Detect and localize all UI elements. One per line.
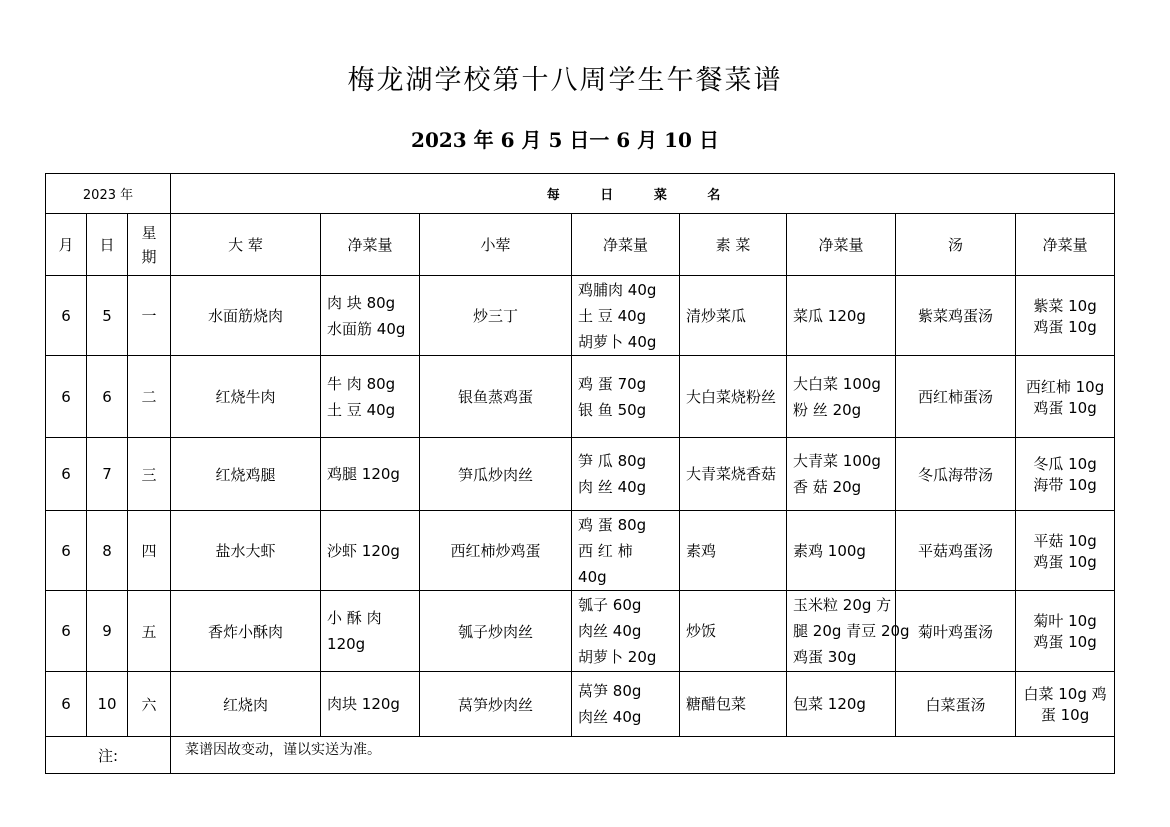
- col-day: 日: [87, 214, 128, 276]
- col-veg-dish: 素 菜: [680, 214, 787, 276]
- col-weekday: 星 期: [128, 214, 171, 276]
- soup-weight-cell-line: 菊叶 10g: [1033, 612, 1097, 630]
- soup-weight-cell-line: 鸡蛋 10g: [1033, 552, 1097, 571]
- weekday-cell: 五: [128, 591, 171, 672]
- soup-weight-cell: [1016, 356, 1115, 438]
- soup-weight-cell-line: 西红柿 10g: [1025, 377, 1105, 396]
- small-weight-cell: [572, 356, 680, 438]
- soup-weight-cell-line: 海带 10g: [1033, 476, 1097, 494]
- soup-cell: 菊叶鸡蛋汤: [896, 591, 1016, 672]
- soup-weight-cell-line: 白菜 10g 鸡: [1023, 685, 1107, 703]
- veg-weight-cell-line: 玉米粒 20g 方: [793, 596, 892, 614]
- veg-weight-cell: [787, 356, 896, 438]
- veg-weight-cell: [787, 591, 910, 672]
- col-soup-weight: 净菜量: [1016, 214, 1115, 276]
- main-dish-cell: 水面筋烧肉: [171, 276, 321, 356]
- day-cell: 5: [87, 276, 128, 356]
- small-weight-cell-line: 瓠子 60g: [578, 596, 642, 614]
- veg-weight-cell-line: 鸡蛋 30g: [793, 648, 857, 666]
- table-row: [46, 438, 1115, 511]
- veg-weight-cell: [787, 672, 896, 737]
- main-weight-cell-line: 小 酥 肉: [327, 609, 382, 627]
- month-cell: 6: [46, 276, 87, 356]
- small-dish-cell: 瓠子炒肉丝: [420, 591, 572, 672]
- daily-menu-header: 每 日 菜 名: [171, 174, 1115, 214]
- day-cell: 9: [87, 591, 128, 672]
- main-weight-cell-line: 肉块 120g: [327, 695, 400, 713]
- veg-weight-cell-line: 菜瓜 120g: [793, 306, 866, 325]
- small-weight-cell-line: 鸡脯肉 40g: [578, 280, 657, 299]
- small-dish-cell: 莴笋炒肉丝: [420, 672, 572, 737]
- veg-weight-cell-line: 大白菜 100g: [793, 374, 881, 393]
- weekday-cell: 六: [128, 672, 171, 737]
- date-range: 2023 年 6 月 5 日一 6 月 10 日: [411, 128, 719, 152]
- veg-weight-cell-line: 包菜 120g: [793, 695, 866, 713]
- main-dish-cell: 红烧牛肉: [171, 356, 321, 438]
- page-title: 梅龙湖学校第十八周学生午餐菜谱: [347, 65, 783, 96]
- main-weight-cell: [321, 672, 420, 737]
- soup-cell: 西红柿蛋汤: [896, 356, 1016, 438]
- weekday-cell: 四: [128, 511, 171, 591]
- small-weight-cell: [572, 672, 680, 737]
- small-weight-cell: [572, 511, 680, 591]
- table-row: [46, 672, 1115, 737]
- veg-weight-cell-line: 腿 20g 青豆 20g: [793, 622, 910, 640]
- veg-weight-cell-line: 粉 丝 20g: [793, 400, 862, 419]
- col-main-weight: 净菜量: [321, 214, 420, 276]
- small-dish-cell: 西红柿炒鸡蛋: [420, 511, 572, 591]
- veg-weight-cell: [787, 511, 896, 591]
- main-weight-cell: [321, 356, 420, 438]
- soup-cell: 紫菜鸡蛋汤: [896, 276, 1016, 356]
- small-weight-cell-line: 鸡 蛋 80g: [578, 515, 647, 534]
- table-row: [46, 356, 1115, 438]
- year-cell: 2023 年: [46, 174, 171, 214]
- small-weight-cell: [572, 438, 680, 511]
- small-dish-cell: 炒三丁: [420, 276, 572, 356]
- veg-weight-cell-line: 大青菜 100g: [793, 452, 881, 470]
- veg-weight-cell-line: 香 菇 20g: [793, 478, 862, 496]
- soup-weight-cell: [1016, 438, 1115, 511]
- small-weight-cell-line: 胡萝卜 20g: [578, 648, 657, 666]
- main-weight-cell-line: 土 豆 40g: [327, 400, 396, 419]
- veg-dish-cell: 糖醋包菜: [680, 672, 787, 737]
- main-weight-cell-line: 牛 肉 80g: [327, 374, 396, 393]
- table-row: [46, 276, 1115, 356]
- main-weight-cell: [321, 276, 420, 356]
- month-cell: 6: [46, 591, 87, 672]
- main-weight-cell: [321, 511, 420, 591]
- soup-weight-cell: [1016, 276, 1115, 356]
- veg-weight-cell-line: 素鸡 100g: [793, 541, 866, 560]
- veg-dish-cell: 素鸡: [680, 511, 787, 591]
- small-weight-cell-line: 胡萝卜 40g: [578, 332, 657, 351]
- veg-weight-cell: [787, 438, 896, 511]
- small-dish-cell: 笋瓜炒肉丝: [420, 438, 572, 511]
- main-weight-cell: [321, 591, 420, 672]
- small-weight-cell-line: 莴笋 80g: [578, 682, 642, 700]
- col-veg-weight: 净菜量: [787, 214, 896, 276]
- small-weight-cell-line: 土 豆 40g: [578, 306, 647, 325]
- small-weight-cell-line: 鸡 蛋 70g: [578, 374, 647, 393]
- small-weight-cell: [572, 591, 680, 672]
- small-weight-cell: [572, 276, 680, 356]
- small-weight-cell-line: 40g: [578, 567, 607, 586]
- month-cell: 6: [46, 511, 87, 591]
- soup-weight-cell-line: 蛋 10g: [1040, 706, 1090, 724]
- soup-weight-cell-line: 冬瓜 10g: [1033, 455, 1097, 473]
- main-dish-cell: 盐水大虾: [171, 511, 321, 591]
- soup-weight-cell: [1016, 511, 1115, 591]
- month-cell: 6: [46, 672, 87, 737]
- small-weight-cell-line: 银 鱼 50g: [578, 400, 647, 419]
- main-dish-cell: 红烧肉: [171, 672, 321, 737]
- menu-table: [45, 173, 1115, 774]
- small-weight-cell-line: 西 红 柿: [578, 541, 633, 560]
- weekday-cell: 三: [128, 438, 171, 511]
- soup-weight-cell-line: 鸡蛋 10g: [1033, 398, 1097, 417]
- small-weight-cell-line: 肉 丝 40g: [578, 478, 647, 496]
- day-cell: 6: [87, 356, 128, 438]
- main-weight-cell-line: 水面筋 40g: [327, 319, 406, 338]
- note-label: 注:: [46, 737, 171, 774]
- soup-weight-cell: [1016, 672, 1115, 737]
- month-cell: 6: [46, 356, 87, 438]
- main-weight-cell-line: 肉 块 80g: [327, 293, 396, 312]
- main-dish-cell: 红烧鸡腿: [171, 438, 321, 511]
- small-weight-cell-line: 肉丝 40g: [578, 708, 642, 726]
- veg-weight-cell: [787, 276, 896, 356]
- col-soup: 汤: [896, 214, 1016, 276]
- main-weight-cell-line: 120g: [327, 635, 366, 653]
- col-month: 月: [46, 214, 87, 276]
- table-row: [46, 591, 1115, 672]
- main-weight-cell-line: 鸡腿 120g: [327, 465, 400, 483]
- small-weight-cell-line: 肉丝 40g: [578, 622, 642, 640]
- main-dish-cell: 香炸小酥肉: [171, 591, 321, 672]
- weekday-cell: 一: [128, 276, 171, 356]
- table-row: [46, 511, 1115, 591]
- soup-weight-cell: [1016, 591, 1115, 672]
- note-text: 菜谱因故变动，谨以实送为准。: [171, 737, 1115, 774]
- soup-cell: 冬瓜海带汤: [896, 438, 1016, 511]
- col-small-weight: 净菜量: [572, 214, 680, 276]
- soup-weight-cell-line: 紫菜 10g: [1033, 296, 1097, 315]
- veg-dish-cell: 大青菜烧香菇: [680, 438, 787, 511]
- soup-weight-cell-line: 平菇 10g: [1033, 531, 1097, 550]
- small-weight-cell-line: 笋 瓜 80g: [578, 452, 647, 470]
- day-cell: 8: [87, 511, 128, 591]
- main-weight-cell-line: 沙虾 120g: [327, 541, 400, 560]
- veg-dish-cell: 清炒菜瓜: [680, 276, 787, 356]
- small-dish-cell: 银鱼蒸鸡蛋: [420, 356, 572, 438]
- col-small-dish: 小荤: [420, 214, 572, 276]
- soup-weight-cell-line: 鸡蛋 10g: [1033, 633, 1097, 651]
- day-cell: 10: [87, 672, 128, 737]
- soup-cell: 白菜蛋汤: [896, 672, 1016, 737]
- veg-dish-cell: 炒饭: [680, 591, 787, 672]
- soup-weight-cell-line: 鸡蛋 10g: [1033, 317, 1097, 336]
- soup-cell: 平菇鸡蛋汤: [896, 511, 1016, 591]
- veg-dish-cell: 大白菜烧粉丝: [680, 356, 787, 438]
- main-weight-cell: [321, 438, 420, 511]
- weekday-cell: 二: [128, 356, 171, 438]
- col-main-dish: 大 荤: [171, 214, 321, 276]
- month-cell: 6: [46, 438, 87, 511]
- day-cell: 7: [87, 438, 128, 511]
